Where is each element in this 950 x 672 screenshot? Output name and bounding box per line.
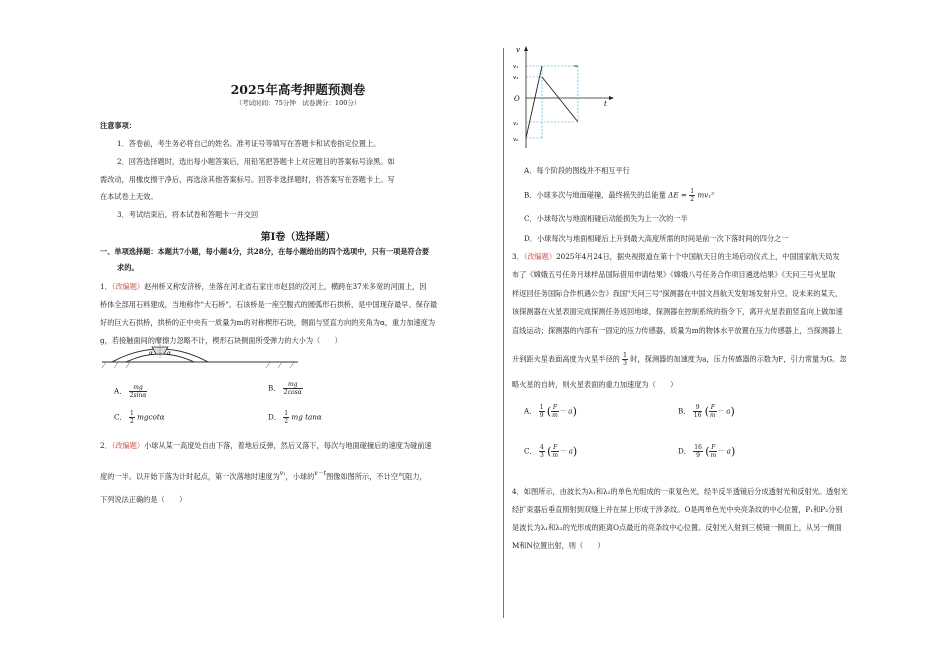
q4-number: 4． bbox=[512, 487, 524, 496]
q4-line: 4．如图所示，由波长为λ₁和λ₂的单色光组成的一束复色光，经半反半透镜后分成透射光和反射光。透射光 bbox=[512, 487, 848, 496]
q2-option-d[interactable]: D．小球每次与地面相碰后上升到最大高度所需的时间是前一次下落时间的四分之一 bbox=[524, 234, 789, 243]
fig-label-m bbox=[158, 342, 165, 343]
svg-text:v₂: v₂ bbox=[513, 121, 519, 127]
fraction: $\frac{mg}{2\sin\alpha}$ bbox=[129, 384, 147, 399]
option-label: D． bbox=[268, 412, 281, 422]
q4-line: 经扩束器后垂直照射到双缝上并在屏上形成干涉条纹。O是两单色光中央亮条纹的中心位置，P₁和P₂分别 bbox=[512, 505, 843, 514]
q1-option-a[interactable] bbox=[114, 384, 147, 399]
notice-title: 注意事项： bbox=[100, 121, 136, 130]
q3-line: 升到距火星表面高度为火星半径的 $\frac{1}{3}$ 时，探测器的加速度为a，压力传感器的示数为F，引力常量为G。忽 bbox=[512, 352, 847, 367]
q3-option-b[interactable]: B． $\frac{9}{16}$ ( $\frac{F}{m}$ － a) bbox=[678, 404, 735, 419]
q3-option-d[interactable]: D． $\frac{16}{9}$ ( $\frac{F}{m}$ － a) bbox=[678, 444, 736, 459]
q4-line: 是波长为λ₁和λ₂的光形成的距离O点最近的亮条纹中心位置。反射光入射到三棱镜一侧面上，从另一侧面 bbox=[512, 523, 842, 532]
exam-title: 2025年高考押题预测卷 bbox=[230, 82, 366, 97]
q3-line: 布了《嫦娥五号任务月球样品国际借用申请结果》《嫦娥八号任务合作项目遴选结果》《天问三号火星取 bbox=[512, 270, 836, 279]
notice-line: 3．考试结束后，将本试卷和答题卡一并交回 bbox=[117, 210, 259, 219]
exam-subtitle: （考试时间：75分钟 试卷满分：100分） bbox=[235, 99, 361, 107]
svg-text:v₁: v₁ bbox=[513, 64, 519, 70]
section-heading: 第Ⅰ卷（选择题） bbox=[260, 232, 336, 243]
fraction: $\frac{16}{9}$ bbox=[694, 444, 702, 459]
fraction: $\frac{mg}{2\cos\alpha}$ bbox=[283, 381, 302, 396]
q1-line bbox=[100, 281, 426, 292]
q3-line: 略火星的自转，则火星表面的重力加速度为（ ） bbox=[512, 380, 678, 389]
q3-option-c[interactable]: C． $\frac{4}{3}$ ( $\frac{F}{m}$ － a) bbox=[524, 444, 578, 459]
notice-line: 在本试卷上无效。 bbox=[100, 192, 158, 201]
fraction: $\frac{1}{2}$ bbox=[284, 410, 289, 425]
q2-option-b[interactable]: B．小球多次与地面碰撞，最终损失的总能量 ΔE = $\frac{1}{2}$ mv₁² bbox=[524, 188, 714, 203]
q2-number: 2． bbox=[100, 441, 112, 450]
q1-tag: （改编题） bbox=[111, 282, 145, 291]
arch-bridge-figure bbox=[100, 342, 300, 372]
q1-line: 桥体全部用石料建成，当地称作"大石桥"。石该桥是一座空腹式的圆弧形石拱桥，是中国现存最早、保存最 bbox=[100, 300, 438, 309]
axis-t-label: t bbox=[604, 100, 607, 108]
vt-graph bbox=[512, 44, 622, 150]
notice-line: 需改动，用橡皮擦干净后，再选涂其他答案标号。回答非选择题时，将答案写在答题卡上。写 bbox=[100, 175, 395, 184]
fraction: $\frac{1}{9}$ bbox=[539, 404, 544, 419]
fraction: $\frac{1}{3}$ bbox=[623, 352, 627, 367]
fraction: $\frac{1}{2}$ bbox=[129, 410, 134, 425]
q2-line: 下列说法正确的是（ ） bbox=[100, 495, 187, 504]
fraction: $\frac{4}{3}$ bbox=[539, 444, 544, 459]
q3-line: 3．（改编题）2025年4月24日，据央视报道在第十个中国航天日的主场启动仪式上，中国国家航天局发 bbox=[512, 252, 840, 261]
q1-number: 1． bbox=[100, 282, 112, 291]
option-label: B． bbox=[268, 383, 281, 393]
q1-line: g，若接触面间的摩擦力忽略不计，楔形石块侧面所受弹力的大小为（ ） bbox=[100, 336, 342, 345]
q4-line: M和N位置出射，则（ ） bbox=[512, 541, 605, 550]
q2-option-c[interactable]: C．小球每次与地面相碰后动能损失为上一次的一半 bbox=[524, 214, 688, 223]
q2-tag: （改编题） bbox=[111, 441, 145, 450]
q3-line: 该探测器在火星表面完成探测任务返回地球，探测器在控制系统的指令下，离开火星表面竖直向上做加速 bbox=[512, 307, 843, 316]
svg-text:v₀: v₀ bbox=[513, 137, 519, 143]
q1-option-c[interactable]: C． $\frac{1}{2}$ mgcotα bbox=[114, 410, 165, 425]
q2-option-a[interactable]: A．每个阶段的图线并不相互平行 bbox=[524, 166, 630, 175]
q3-line: 直线运动；探测器的内部有一固定的压力传感器，质量为m的物体水平放置在压力传感器上，当探测器上 bbox=[512, 326, 843, 335]
axis-v-label: v bbox=[516, 46, 520, 54]
instruction-line: 一、单项选择题：本题共7小题，每小题4分，共28分，在每小题给出的四个选项中，只有一项是符合要 bbox=[100, 247, 430, 256]
q3-number: 3． bbox=[512, 252, 524, 261]
q3-option-a[interactable]: A． $\frac{1}{9}$ ( $\frac{F}{m}$ － a) bbox=[524, 404, 577, 419]
instruction-line: 求的。 bbox=[117, 263, 139, 272]
fig-label-alpha-right: α bbox=[167, 350, 172, 357]
fraction: $\frac{F}{m}$ bbox=[710, 444, 717, 459]
fraction: $\frac{9}{16}$ bbox=[693, 404, 702, 419]
fraction: $\frac{F}{m}$ bbox=[552, 444, 559, 459]
origin-label: O bbox=[514, 95, 520, 103]
notice-line: 2．回答选择题时，选出每小题答案后，用铅笔把答题卡上对应题目的答案标号涂黑。如 bbox=[117, 157, 395, 166]
q3-tag: （改编题） bbox=[523, 252, 557, 261]
q2-line: 度的一半。以开始下落为计时起点，第一次落地时速度为$^{v_1}$，小球的$^{v-t}$图像如图所示，不计空气阻力， bbox=[100, 470, 427, 481]
q2-line: 2．（改编题）小球从某一高度处自由下落，着地后反弹，然后又落下，每次与地面碰撞后的速度为碰前速 bbox=[100, 441, 432, 450]
q1-option-b[interactable] bbox=[268, 381, 303, 396]
option-label: C． bbox=[114, 412, 127, 422]
fig-label-alpha-left: α bbox=[149, 350, 154, 357]
svg-text:v₃: v₃ bbox=[513, 75, 519, 81]
q1-line: 好的巨大石拱桥，拱桥的正中央有一质量为m的对称楔形石块，侧面与竖直方向的夹角为α，重力加速度为 bbox=[100, 318, 436, 327]
q1-text: 赵州桥又称安济桥，坐落在河北省石家庄市赵县的洨河上，横跨在37米多宽的河面上，因 bbox=[144, 282, 427, 291]
fraction: $\frac{F}{m}$ bbox=[552, 404, 558, 419]
column-divider bbox=[503, 48, 504, 618]
fraction: $\frac{1}{2}$ bbox=[690, 188, 695, 203]
q3-line: 样返回任务国际合作机遇公告》我国"天问三号"探测器在中国文昌航天发射场发射升空。设未来的某天， bbox=[512, 289, 843, 298]
option-label: A． bbox=[114, 386, 127, 396]
fraction: $\frac{F}{m}$ bbox=[710, 404, 716, 419]
q1-option-d[interactable]: D． $\frac{1}{2}$ mg tanα bbox=[268, 410, 322, 425]
notice-line: 1．答卷前，考生务必将自己的姓名、准考证号等填写在答题卡和试卷指定位置上。 bbox=[117, 139, 381, 148]
